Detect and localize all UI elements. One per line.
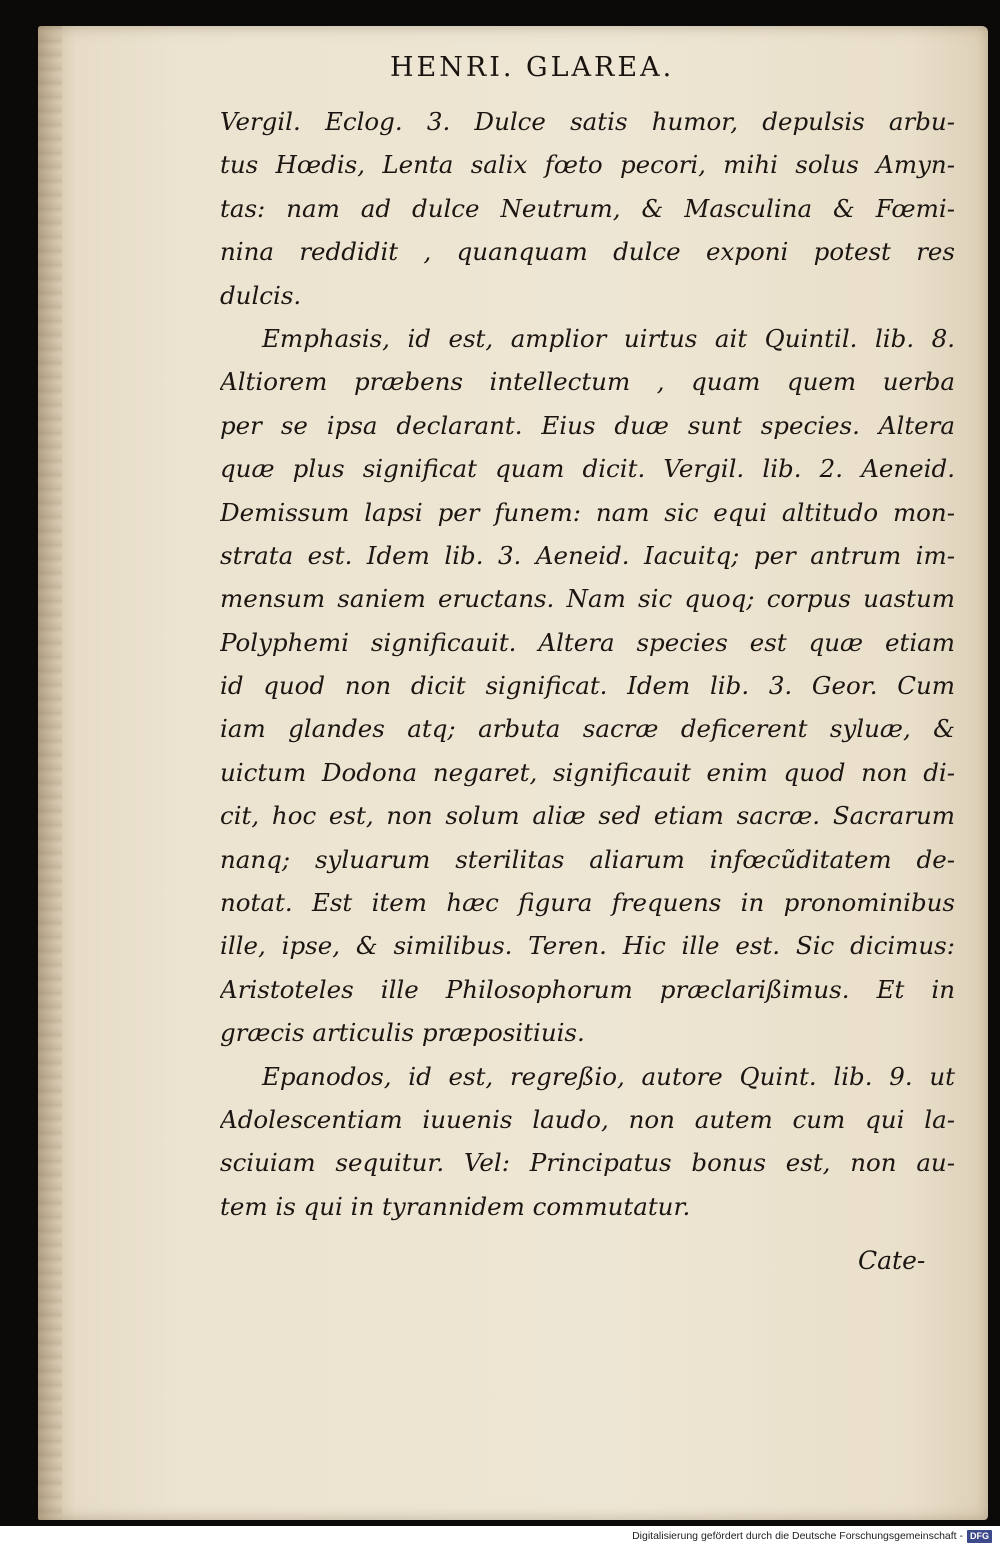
footer-credit: [0, 1528, 992, 1544]
text-line: Emphasis, id est, amplior uirtus ait Quintil. lib. 8.: [262, 323, 955, 353]
text-line: ille, ipse, & similibus. Teren. Hic ille est. Sic dicimus:: [220, 931, 955, 961]
text-line: Demissum lapsi per funem: nam sic equi altitudo mon-: [220, 497, 955, 527]
catchword: Cate-: [858, 1246, 926, 1275]
page-edge-shadow: [38, 26, 62, 1520]
text-line: nanq; syluarum sterilitas aliarum infœcũditatem de-: [220, 844, 955, 874]
text-line: Altiorem præbens intellectum , quam quem uerba: [220, 367, 955, 397]
text-line: notat. Est item hæc figura frequens in pronominibus: [220, 888, 955, 918]
text-line: uictum Dodona negaret, significauit enim quod non di-: [220, 757, 955, 787]
text-line: tem is qui in tyrannidem commutatur.: [220, 1191, 691, 1221]
text-line: Vergil. Eclog. 3. Dulce satis humor, depulsis arbu-: [220, 107, 955, 136]
text-line: id quod non dicit significat. Idem lib. 3. Geor. Cum: [220, 671, 955, 701]
text-line: Adolescentiam iuuenis laudo, non autem cum qui la-: [220, 1104, 955, 1134]
text-body: [220, 100, 955, 1228]
text-line: nina reddidit , quanquam dulce exponi potest res: [220, 237, 955, 267]
text-line: per se ipsa declarant. Eius duæ sunt species. Altera: [220, 410, 955, 440]
text-line: Polyphemi significauit. Altera species est quæ etiam: [220, 627, 955, 657]
text-line: dulcis.: [220, 280, 302, 310]
text-line: Aristoteles ille Philosophorum præclarißimus. Et in: [220, 974, 955, 1004]
running-head: HENRI. GLAREA.: [390, 52, 675, 83]
text-line: strata est. Idem lib. 3. Aeneid. Iacuitq; per antrum im-: [220, 540, 955, 570]
text-line: cit, hoc est, non solum aliæ sed etiam sacræ. Sacrarum: [220, 801, 955, 831]
text-line: tus Hœdis, Lenta salix fœto pecori, mihi solus Amyn-: [220, 150, 955, 180]
text-line: quæ plus significat quam dicit. Vergil. lib. 2. Aeneid.: [220, 454, 955, 484]
footer-credit-text: Digitalisierung gefördert durch die Deutsche Forschungsgemeinschaft -: [632, 1530, 963, 1542]
text-line: græcis articulis præpositiuis.: [220, 1018, 585, 1048]
text-line: iam glandes atq; arbuta sacræ deficerent syluæ, &: [220, 714, 955, 744]
text-line: Epanodos, id est, regreßio, autore Quint. lib. 9. ut: [262, 1061, 955, 1091]
dfg-logo: DFG: [967, 1530, 992, 1543]
text-line: tas: nam ad dulce Neutrum, & Masculina & Fœmi-: [220, 193, 955, 223]
text-line: sciuiam sequitur. Vel: Principatus bonus est, non au-: [220, 1148, 955, 1178]
text-line: mensum saniem eructans. Nam sic quoq; corpus uastum: [220, 584, 955, 614]
